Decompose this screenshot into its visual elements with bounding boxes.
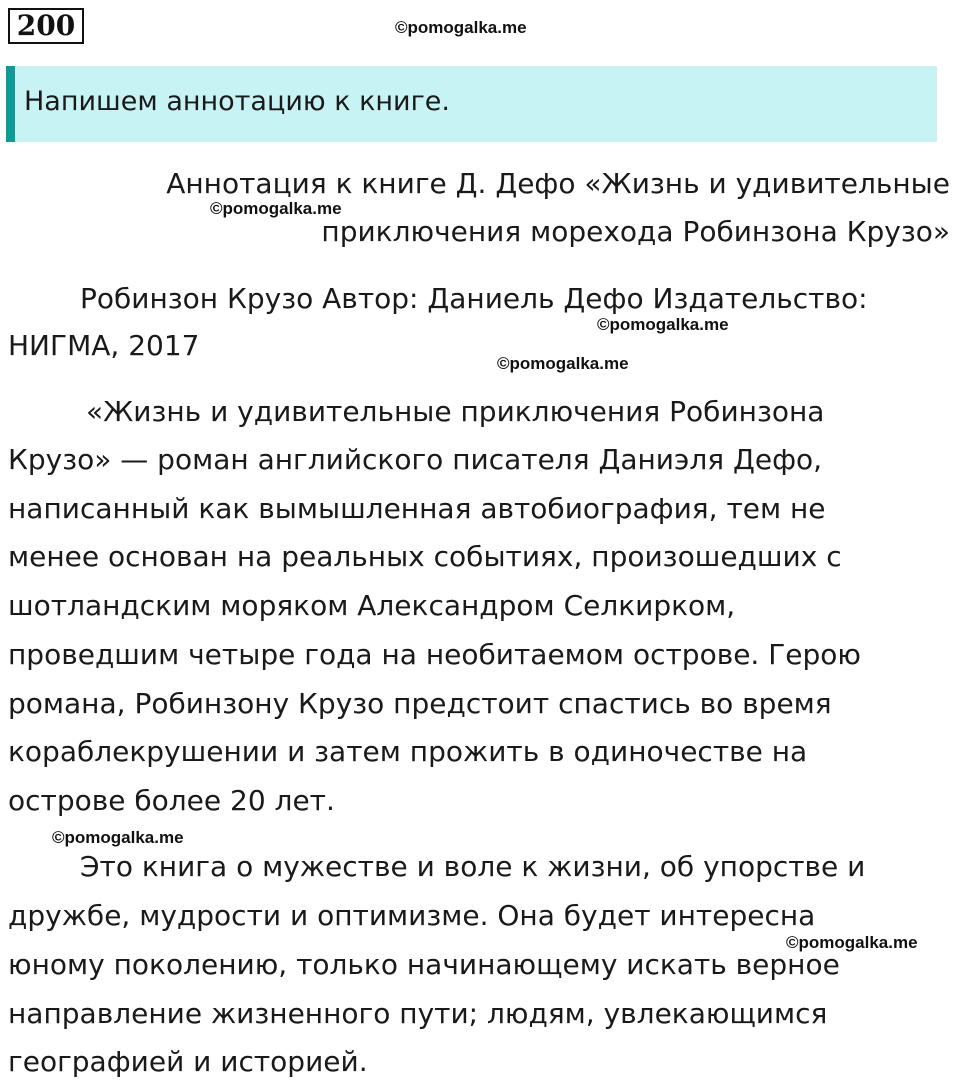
paragraph-line: географией и историей. (8, 1045, 368, 1078)
title-line-1: Аннотация к книге Д. Дефо «Жизнь и удивительные (166, 167, 950, 200)
task-number: 200 (8, 8, 84, 44)
paragraph-line: кораблекрушении и затем прожить в одиночестве на (8, 735, 808, 768)
watermark: ©pomogalka.me (395, 18, 527, 37)
paragraph-line: Крузо» — роман английского писателя Даниэля Дефо, (8, 443, 823, 476)
watermark: ©pomogalka.me (786, 933, 918, 952)
info-line-1: Робинзон Крузо Автор: Даниель Дефо Издательство: (80, 282, 868, 315)
paragraph-line: направление жизненного пути; людям, увлекающимся (8, 997, 828, 1030)
paragraph-line: проведшим четыре года на необитаемом острове. Герою (8, 638, 862, 671)
paragraph-line: романа, Робинзону Крузо предстоит спастись во время (8, 687, 832, 720)
watermark: ©pomogalka.me (210, 199, 342, 218)
paragraph-line: менее основан на реальных событиях, произошедших с (8, 540, 842, 573)
title-line-2: приключения морехода Робинзона Крузо» (321, 215, 950, 248)
banner-accent-bar (6, 66, 15, 142)
watermark: ©pomogalka.me (597, 315, 729, 334)
info-line-2: НИГМА, 2017 (8, 329, 200, 362)
paragraph-line: юному поколению, только начинающему искать верное (8, 948, 840, 981)
task-banner (6, 66, 937, 142)
paragraph-line: написанный как вымышленная автобиография, тем не (8, 492, 826, 525)
paragraph-line: «Жизнь и удивительные приключения Робинзона (86, 395, 825, 428)
paragraph-line: дружбе, мудрости и оптимизме. Она будет интересна (8, 899, 816, 932)
paragraph-line: острове более 20 лет. (8, 784, 335, 817)
banner-text: Напишем аннотацию к книге. (24, 86, 450, 117)
watermark: ©pomogalka.me (52, 828, 184, 847)
watermark: ©pomogalka.me (497, 354, 629, 373)
paragraph-line: шотландским моряком Александром Селкирком, (8, 589, 736, 622)
paragraph-line: Это книга о мужестве и воле к жизни, об упорстве и (80, 850, 866, 883)
